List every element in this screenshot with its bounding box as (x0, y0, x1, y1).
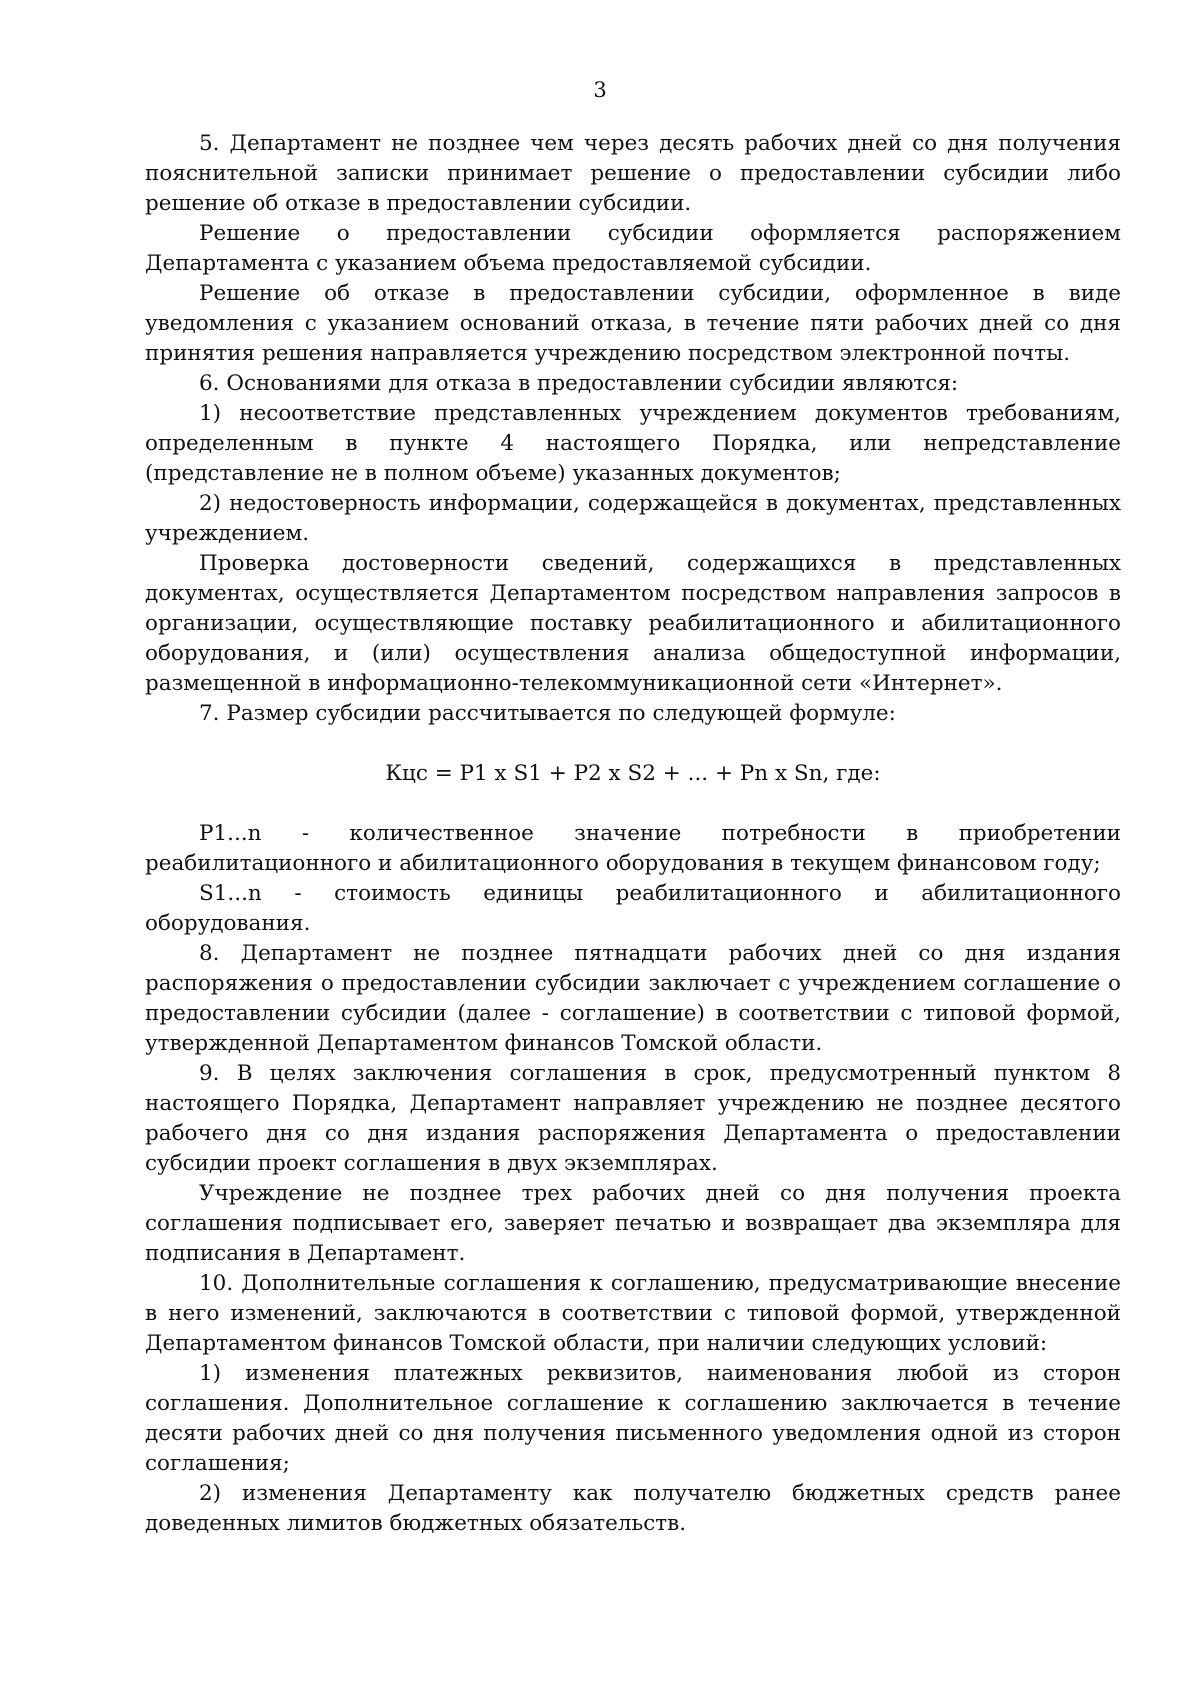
list-item-refusal-2: 2) недостоверность информации, содержащейся в документах, представленных учреждением. (145, 491, 1121, 546)
paragraph-10-additional-agreements: 10. Дополнительные соглашения к соглашению, предусматривающие внесение в него изменений, заключаются в соответствии с типовой формой, утвержденной Департаментом финансов Томской области, при наличии следующих условий: (145, 1271, 1121, 1356)
document-body (145, 129, 1121, 1539)
subsidy-formula: Кцс = P1 x S1 + P2 x S2 + ... + Pn x Sn, где: (385, 761, 881, 786)
paragraph-7-calculation: 7. Размер субсидии рассчитывается по следующей формуле: (199, 701, 896, 726)
paragraph-9-agreement-draft: 9. В целях заключения соглашения в срок, предусмотренный пунктом 8 настоящего Порядка, Департамент направляет учреждению не позднее десятого рабочего дня со дня издания распоряжения Департамента о предоставлении субсидии проект соглашения в двух экземплярах. (145, 1061, 1121, 1176)
list-item-condition-1: 1) изменения платежных реквизитов, наименования любой из сторон соглашения. Дополнительное соглашение к соглашению заключается в течение десяти рабочих дней со дня получения письменного уведомления одной из сторон соглашения; (145, 1361, 1121, 1476)
formula-definition-p: P1...n - количественное значение потребности в приобретении реабилитационного и абилитационного оборудования в текущем финансовом году; (145, 821, 1121, 876)
paragraph-decision-grant: Решение о предоставлении субсидии оформляется распоряжением Департамента с указанием объема предоставляемой субсидии. (145, 221, 1121, 276)
page-number: 3 (593, 78, 607, 102)
list-item-condition-2: 2) изменения Департаменту как получателю бюджетных средств ранее доведенных лимитов бюджетных обязательств. (145, 1481, 1121, 1536)
list-item-refusal-1: 1) несоответствие представленных учреждением документов требованиям, определенным в пункте 4 настоящего Порядка, или непредставление (представление не в полном объеме) указанных документов; (145, 401, 1121, 486)
paragraph-agreement-signing: Учреждение не позднее трех рабочих дней со дня получения проекта соглашения подписывает его, заверяет печатью и возвращает два экземпляра для подписания в Департамент. (145, 1181, 1121, 1266)
paragraph-decision-refusal: Решение об отказе в предоставлении субсидии, оформленное в виде уведомления с указанием оснований отказа, в течение пяти рабочих дней со дня принятия решения направляется учреждению посредством электронной почты. (145, 281, 1121, 366)
formula-definition-s: S1...n - стоимость единицы реабилитационного и абилитационного оборудования. (145, 881, 1121, 936)
paragraph-8-agreement: 8. Департамент не позднее пятнадцати рабочих дней со дня издания распоряжения о предоставлении субсидии заключает с учреждением соглашение о предоставлении субсидии (далее - соглашение) в соответствии с типовой формой, утвержденной Департаментом финансов Томской области. (145, 941, 1121, 1056)
paragraph-6-refusal-grounds: 6. Основаниями для отказа в предоставлении субсидии являются: (199, 371, 959, 396)
paragraph-verification: Проверка достоверности сведений, содержащихся в представленных документах, осуществляется Департаментом посредством направления запросов в организации, осуществляющие поставку реабилитационного и абилитационного оборудования, и (или) осуществления анализа общедоступной информации, размещенной в информационно-телекоммуникационной сети «Интернет». (145, 551, 1121, 696)
paragraph-5-decision-term: 5. Департамент не позднее чем через десять рабочих дней со дня получения пояснительной записки принимает решение о предоставлении субсидии либо решение об отказе в предоставлении субсидии. (145, 131, 1121, 216)
